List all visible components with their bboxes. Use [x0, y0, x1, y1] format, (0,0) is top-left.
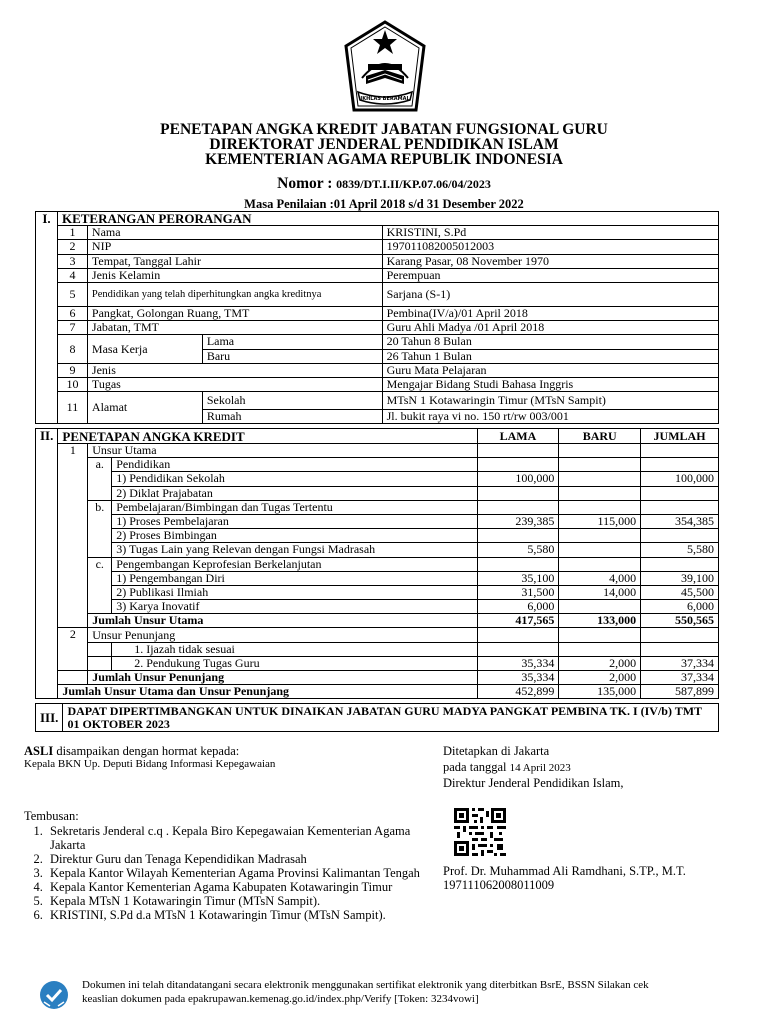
table-cell [641, 529, 719, 543]
table-cell: 115,000 [559, 514, 641, 528]
table-cell: Tugas [87, 377, 382, 391]
table-cell: 5,580 [641, 543, 719, 557]
table-row [36, 226, 719, 240]
table-cell [477, 529, 559, 543]
table-cell: 197011082005012003 [382, 240, 718, 254]
table-row [36, 514, 719, 528]
list-item: 2. Direktur Guru dan Tenaga Kependidikan Madrasah [46, 852, 424, 866]
table-row [36, 585, 719, 599]
table-cell [559, 557, 641, 571]
table-cell: Guru Ahli Madya /01 April 2018 [382, 321, 718, 335]
table-cell [559, 472, 641, 486]
table-cell [477, 500, 559, 514]
table-row [36, 335, 719, 349]
table-row [36, 685, 719, 699]
table-cell: 133,000 [559, 614, 641, 628]
table-cell: 1 [58, 444, 88, 628]
table-cell: 8 [57, 335, 87, 363]
decision-text: DAPAT DIPERTIMBANGKAN UNTUK DINAIKAN JABATAN GURU MADYA PANGKAT PEMBINA TK. I (IV/b) TMT 01 OKTOBER 2023 [63, 704, 719, 732]
signature-date: pada tanggal 14 April 2023 [443, 760, 571, 774]
table-cell: MTsN 1 Kotawaringin Timur (MTsN Sampit) [382, 392, 718, 410]
table-cell: 26 Tahun 1 Bulan [382, 349, 718, 363]
list-item: 5. Kepala MTsN 1 Kotawaringin Timur (MTsN Sampit). [46, 894, 424, 908]
asli-note: ASLI disampaikan dengan hormat kepada: [24, 744, 240, 758]
table-cell [559, 529, 641, 543]
table-cell: Jumlah Unsur Utama [88, 614, 477, 628]
table-cell [477, 557, 559, 571]
table-cell [559, 500, 641, 514]
table-cell: Mengajar Bidang Studi Bahasa Inggris [382, 377, 718, 391]
table-cell: NIP [87, 240, 382, 254]
table-cell [477, 458, 559, 472]
table-cell: 6,000 [477, 600, 559, 614]
table-cell: III. [36, 704, 63, 732]
table-cell [641, 557, 719, 571]
table-cell [559, 486, 641, 500]
table-cell: 4,000 [559, 571, 641, 585]
table-cell: Jumlah Unsur Utama dan Unsur Penunjang [58, 685, 477, 699]
table-cell: Tempat, Tanggal Lahir [87, 254, 382, 268]
table-cell: 135,000 [559, 685, 641, 699]
table-cell: 239,385 [477, 514, 559, 528]
table-cell: Karang Pasar, 08 November 1970 [382, 254, 718, 268]
table-cell [88, 642, 112, 656]
table-row [36, 268, 719, 282]
footer-note: Dokumen ini telah ditandatangani secara elektronik menggunakan sertifikat elektronik yang diterbitkan BsrE, BSSN Silakan cek keaslian dokumen pada epakrupawan.kemenag.go.id/index.php/Verify [Token: 3234vowi] [82, 979, 649, 1005]
table-cell: 9 [57, 363, 87, 377]
table-cell: 5,580 [477, 543, 559, 557]
document-title: PENETAPAN ANGKA KREDIT JABATAN FUNGSIONAL GURU DIREKTORAT JENDERAL PENDIDIKAN ISLAM KEMENTERIAN AGAMA REPUBLIK INDONESIA [160, 121, 608, 168]
table-cell: Masa Kerja [87, 335, 202, 363]
tembusan-list [24, 824, 424, 922]
decision-table [35, 703, 719, 732]
table-cell: 20 Tahun 8 Bulan [382, 335, 718, 349]
table-row [36, 392, 719, 410]
table-cell: 11 [57, 392, 87, 424]
table-cell: KRISTINI, S.Pd [382, 226, 718, 240]
table-cell: 45,500 [641, 585, 719, 599]
kemenag-logo-icon [344, 20, 426, 114]
table-cell: Jenis Kelamin [87, 268, 382, 282]
table-cell: 37,334 [641, 656, 719, 670]
table-cell: b. [88, 500, 112, 557]
table-cell: 3) Karya Inovatif [112, 600, 477, 614]
table-cell [559, 600, 641, 614]
table-cell: Pangkat, Golongan Ruang, TMT [87, 306, 382, 320]
table-row [36, 557, 719, 571]
table-cell: Pendidikan yang telah diperhitungkan angka kreditnya [87, 282, 382, 306]
table-cell: Jumlah Unsur Penunjang [88, 671, 477, 685]
table-cell [559, 543, 641, 557]
table-cell: 35,334 [477, 671, 559, 685]
table-row [36, 458, 719, 472]
table-cell: 2,000 [559, 671, 641, 685]
table-row [36, 656, 719, 670]
table-cell: Pengembangan Keprofesian Berkelanjutan [112, 557, 477, 571]
section-title: KETERANGAN PERORANGAN [57, 212, 718, 226]
list-item: 1. Sekretaris Jenderal c.q . Kepala Biro Kepegawaian Kementerian Agama Jakarta [46, 824, 424, 852]
table-cell: 1) Pendidikan Sekolah [112, 472, 477, 486]
table-cell: 2. Pendukung Tugas Guru [112, 656, 477, 670]
table-cell [641, 486, 719, 500]
list-item: 6. KRISTINI, S.Pd d.a MTsN 1 Kotawaringin Timur (MTsN Sampit). [46, 908, 424, 922]
table-cell: a. [88, 458, 112, 501]
table-cell: 10 [57, 377, 87, 391]
table-cell: Sarjana (S-1) [382, 282, 718, 306]
table-cell: 550,565 [641, 614, 719, 628]
table-row [36, 429, 719, 444]
table-cell: Unsur Utama [88, 444, 477, 458]
table-cell: 4 [57, 268, 87, 282]
table-cell: Rumah [202, 410, 382, 424]
table-row [36, 377, 719, 391]
table-cell [477, 444, 559, 458]
table-row [36, 472, 719, 486]
table-row [36, 671, 719, 685]
table-cell: LAMA [477, 429, 559, 444]
signature-place: Ditetapkan di Jakarta [443, 744, 550, 758]
logo-motto: IKHLAS BERAMAL [360, 96, 410, 102]
table-cell [641, 500, 719, 514]
table-row [36, 642, 719, 656]
table-cell: 3) Tugas Lain yang Relevan dengan Fungsi Madrasah [112, 543, 477, 557]
table-cell: 2) Publikasi Ilmiah [112, 585, 477, 599]
table-cell: Pembelajaran/Bimbingan dan Tugas Tertentu [112, 500, 477, 514]
table-cell: 6,000 [641, 600, 719, 614]
table-cell [88, 656, 112, 670]
table-cell [641, 444, 719, 458]
asli-recipient: Kepala BKN Up. Deputi Bidang Informasi Kepegawaian [24, 758, 276, 770]
document-number: Nomor : 0839/DT.I.II/KP.07.06/04/2023 [277, 175, 491, 192]
table-row [36, 254, 719, 268]
table-row [36, 571, 719, 585]
table-cell: 2 [57, 240, 87, 254]
table-cell: Alamat [87, 392, 202, 424]
table-cell [559, 444, 641, 458]
table-cell [641, 642, 719, 656]
table-cell: 354,385 [641, 514, 719, 528]
table-cell: 587,899 [641, 685, 719, 699]
table-cell [559, 628, 641, 642]
table-cell: 5 [57, 282, 87, 306]
personal-info-table [35, 211, 719, 424]
table-cell [58, 671, 88, 685]
table-cell: 2 [58, 628, 88, 671]
table-row [36, 486, 719, 500]
table-row [36, 321, 719, 335]
signer-name: Prof. Dr. Muhammad Ali Ramdhani, S.TP., M.T. [443, 864, 686, 878]
table-cell [477, 486, 559, 500]
table-cell: 2) Diklat Prajabatan [112, 486, 477, 500]
table-cell: Jenis [87, 363, 382, 377]
table-cell: 35,334 [477, 656, 559, 670]
table-row [36, 444, 719, 458]
table-cell: 6 [57, 306, 87, 320]
table-cell: 2) Proses Bimbingan [112, 529, 477, 543]
list-item: 3. Kepala Kantor Wilayah Kementerian Agama Provinsi Kalimantan Tengah [46, 866, 424, 880]
table-cell: Sekolah [202, 392, 382, 410]
table-row [36, 282, 719, 306]
table-row [36, 543, 719, 557]
signer-nip: 197111062008011009 [443, 878, 555, 892]
table-cell [641, 458, 719, 472]
table-row [36, 614, 719, 628]
tembusan-block [24, 809, 424, 922]
qr-code-icon [450, 805, 510, 859]
table-row [36, 363, 719, 377]
table-cell: BARU [559, 429, 641, 444]
table-row [36, 306, 719, 320]
table-cell: 14,000 [559, 585, 641, 599]
table-row [36, 240, 719, 254]
table-cell: Baru [202, 349, 382, 363]
table-cell: Pembina(IV/a)/01 April 2018 [382, 306, 718, 320]
table-cell: 1) Proses Pembelajaran [112, 514, 477, 528]
table-cell: 417,565 [477, 614, 559, 628]
table-cell [559, 458, 641, 472]
signature-title: Direktur Jenderal Pendidikan Islam, [443, 776, 624, 790]
table-cell: 37,334 [641, 671, 719, 685]
table-row [36, 529, 719, 543]
table-cell: 100,000 [641, 472, 719, 486]
table-cell: Lama [202, 335, 382, 349]
section-title: PENETAPAN ANGKA KREDIT [58, 429, 477, 444]
table-cell: II. [36, 429, 58, 699]
table-cell: 2,000 [559, 656, 641, 670]
table-cell: 1. Ijazah tidak sesuai [112, 642, 477, 656]
table-cell: 1 [57, 226, 87, 240]
list-item: 4. Kepala Kantor Kementerian Agama Kabupaten Kotawaringin Timur [46, 880, 424, 894]
tembusan-title: Tembusan: [24, 809, 79, 823]
table-cell: 100,000 [477, 472, 559, 486]
table-row [36, 500, 719, 514]
table-cell: Guru Mata Pelajaran [382, 363, 718, 377]
table-cell [477, 628, 559, 642]
table-row [36, 628, 719, 642]
bsre-badge-icon [38, 980, 70, 1010]
table-cell: Unsur Penunjang [88, 628, 477, 642]
table-cell: Perempuan [382, 268, 718, 282]
table-cell: 31,500 [477, 585, 559, 599]
table-cell: Jabatan, TMT [87, 321, 382, 335]
table-cell: I. [36, 212, 58, 424]
table-cell: 39,100 [641, 571, 719, 585]
table-row [36, 212, 719, 226]
table-cell: JUMLAH [641, 429, 719, 444]
table-row [36, 704, 719, 732]
table-cell: Pendidikan [112, 458, 477, 472]
credit-score-table [35, 428, 719, 699]
table-cell: Nama [87, 226, 382, 240]
table-cell: 7 [57, 321, 87, 335]
table-cell: 1) Pengembangan Diri [112, 571, 477, 585]
table-cell: 452,899 [477, 685, 559, 699]
table-cell [477, 642, 559, 656]
table-cell: Jl. bukit raya vi no. 150 rt/rw 003/001 [382, 410, 718, 424]
assessment-period: Masa Penilaian :01 April 2018 s/d 31 Desember 2022 [244, 197, 524, 211]
table-cell: c. [88, 557, 112, 614]
table-row [36, 600, 719, 614]
table-cell: 35,100 [477, 571, 559, 585]
table-cell: 3 [57, 254, 87, 268]
table-cell [641, 628, 719, 642]
table-cell [559, 642, 641, 656]
